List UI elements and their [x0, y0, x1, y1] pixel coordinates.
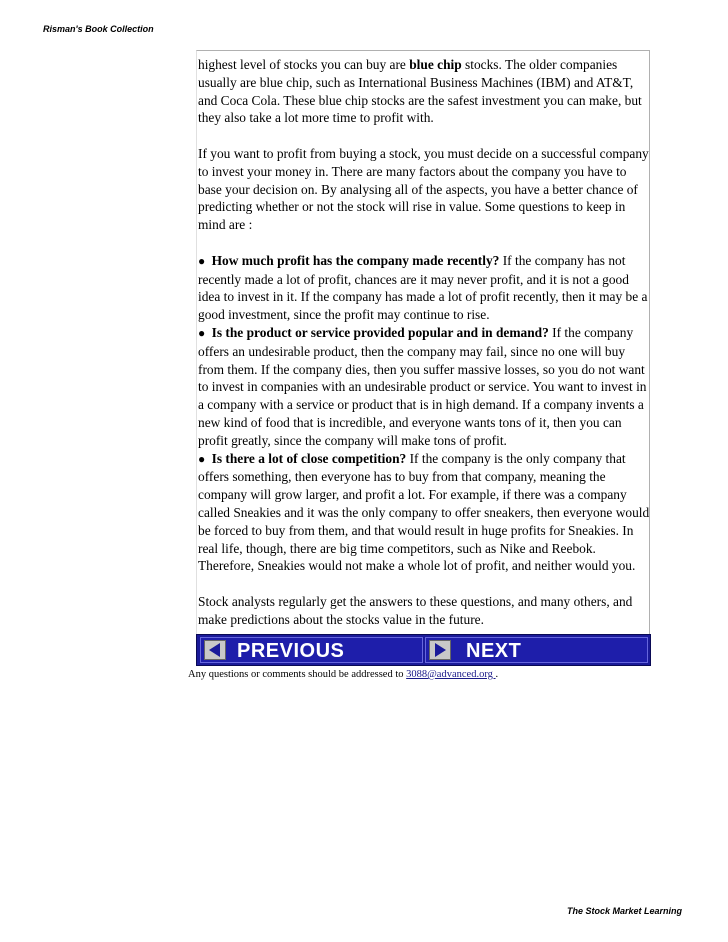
list-item: ● Is there a lot of close competition? If the company is the only company that offers something, then everyone has to buy from that company, meaning the company will grow larger, and profit a lot. For example, if there was a company called Sneakies and it was the only company to offer sneakers, then everyone would be forced to buy from them, and that would result in huge profits for Sneakies. In real life, though, there are big time competitors, such as Nike and Reebok. Therefore, Sneakies would not make a whole lot of profit, and neither would you. — [198, 450, 650, 574]
next-label: NEXT — [466, 640, 522, 662]
previous-button[interactable] — [200, 637, 423, 663]
left-arrow-icon — [204, 640, 226, 660]
intro-paragraph: highest level of stocks you can buy are blue chip stocks. The older companies usually are blue chip, such as International Business Machines (IBM) and AT&T, and Coca Cola. These blue chip stocks are the safest investment you can make, but they also take a lot more time to profit with. — [198, 57, 642, 126]
list-item: ● How much profit has the company made recently? If the company has not recently made a lot of profit, chances are it may never profit, and it is not a good idea to invest in it. If the company has made a lot of profit recently, then it may be a good investment, since the profit may continue to rise. — [198, 252, 648, 323]
navigation-bar — [196, 634, 651, 666]
contact-line: Any questions or comments should be addressed to 3088@advanced.org . — [188, 669, 499, 680]
page-footer: The Stock Market Learning — [566, 906, 682, 916]
bullet-icon: ● — [198, 253, 206, 268]
bullet-icon: ● — [198, 451, 206, 466]
next-button[interactable] — [425, 637, 648, 663]
question: Is the product or service provided popular and in demand? — [211, 324, 549, 340]
question: Is there a lot of close competition? — [211, 450, 407, 466]
factors-paragraph: If you want to profit from buying a stock, you must decide on a successful company to invest your money in. There are many factors about the company you have to base your decision on. By analysing all of the aspects, you have a better chance of predicting whether or not the stock will rise in value. Some questions to keep in mind are : — [198, 145, 649, 233]
previous-label: PREVIOUS — [237, 640, 345, 662]
blue-chip-term: blue chip — [409, 57, 462, 72]
email-link[interactable]: 3088@advanced.org — [406, 669, 496, 680]
page-header: Risman's Book Collection — [43, 24, 154, 34]
question: How much profit has the company made recently? — [211, 252, 500, 268]
bullet-icon: ● — [198, 325, 206, 340]
closing-paragraph: Stock analysts regularly get the answers to these questions, and many others, and make predictions about the stocks value in the future. — [198, 593, 633, 627]
article-body — [198, 56, 650, 646]
right-arrow-icon — [429, 640, 451, 660]
list-item: ● Is the product or service provided popular and in demand? If the company offers an undesirable product, then the company may fail, since no one will buy from them. If the company dies, then you suffer massive losses, so you do not want to invest in companies with an undesirable product or service. You want to invest in a company with a service or product that is in high demand. If a company invents a new kind of food that is incredible, and everyone wants tons of it, then you can profit greatly, since the company will make tons of profit. — [198, 324, 647, 448]
